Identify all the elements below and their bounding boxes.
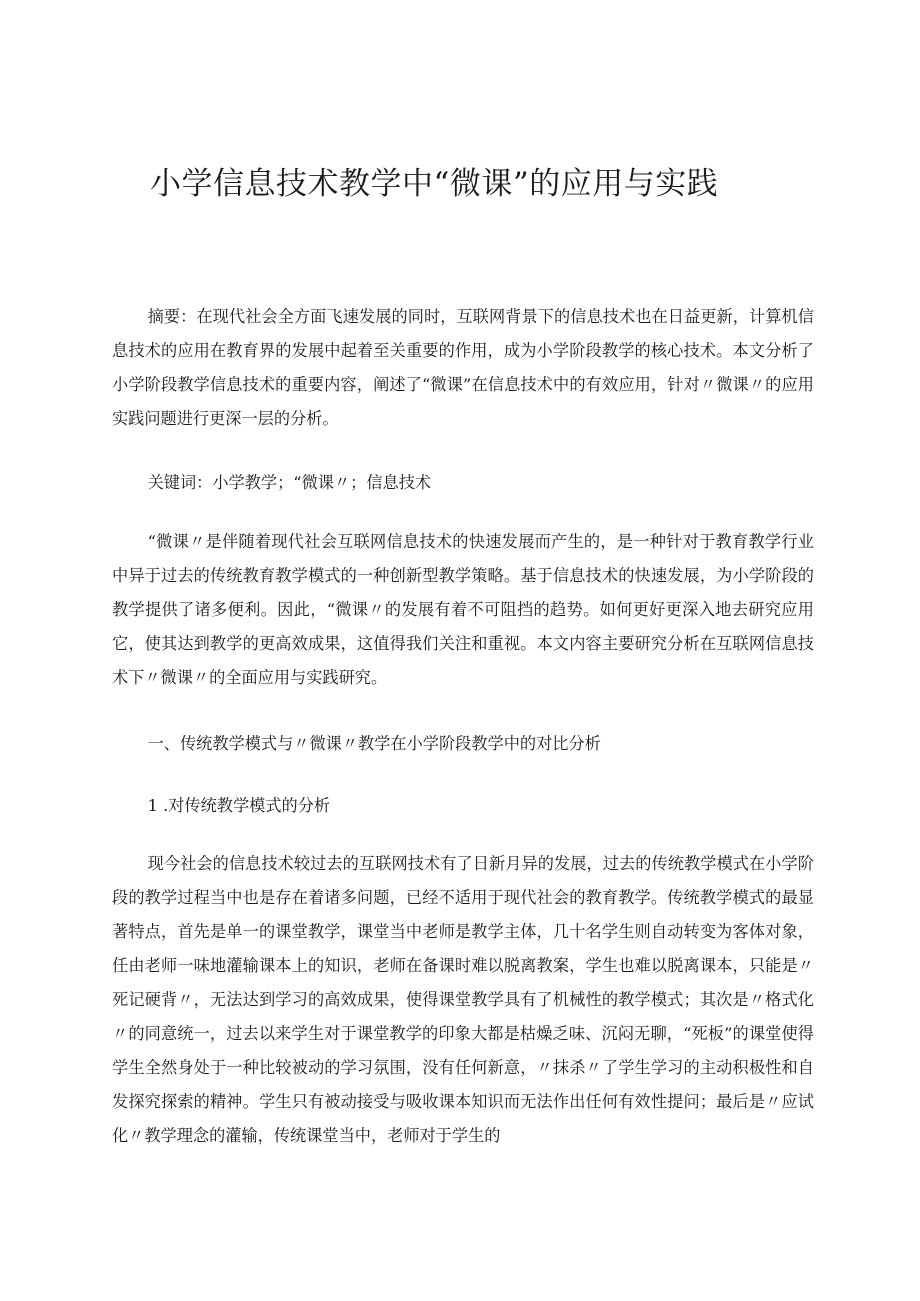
- intro-paragraph: “微课〃是伴随着现代社会互联网信息技术的快速发展而产生的，是一种针对于教育教学行业中异于过去的传统教育教学模式的一种创新型教学策略。基于信息技术的快速发展，为小学阶段的教学提供了诸多便利。因此，“微课〃的发展有着不可阻挡的趋势。如何更好更深入地去研究应用它，使其达到教学的更高效成果，这值得我们关注和重视。本文内容主要研究分析在互联网信息技术下〃微课〃的全面应用与实践研究。: [112, 532, 814, 687]
- subsection-heading: 1 .对传统教学模式的分析: [147, 796, 331, 815]
- keywords-line: 关键词：小学教学；“微课〃；信息技术: [147, 473, 432, 492]
- body-paragraph: 现今社会的信息技术较过去的互联网技术有了日新月异的发展，过去的传统教学模式在小学阶段的教学过程当中也是存在着诸多问题，已经不适用于现代社会的教育教学。传统教学模式的最显著特点，首先是单一的课堂教学，课堂当中老师是教学主体，几十名学生则自动转变为客体对象，任由老师一味地灌输课本上的知识，老师在备课时难以脱离教案，学生也难以脱离课本，只能是〃死记硬背〃，无法达到学习的高效成果，使得课堂教学具有了机械性的教学模式；其次是〃格式化〃的同意统一，过去以来学生对于课堂教学的印象大都是枯燥乏味、沉闷无聊，“死板”的课堂使得学生全然身处于一种比较被动的学习氛围，没有任何新意，〃抹杀〃了学生学习的主动积极性和自发探究探索的精神。学生只有被动接受与吸收课本知识而无法作出任何有效性提问；最后是〃应试化〃教学理念的灌输，传统课堂当中，老师对于学生的: [112, 854, 814, 1145]
- section-heading: 一、传统教学模式与〃微课〃教学在小学阶段教学中的对比分析: [147, 734, 601, 753]
- abstract-paragraph: 摘要：在现代社会全方面飞速发展的同时，互联网背景下的信息技术也在日益更新，计算机信息技术的应用在教育界的发展中起着至关重要的作用，成为小学阶段教学的核心技术。本文分析了小学阶段教学信息技术的重要内容，阐述了“微课”在信息技术中的有效应用，针对〃微课〃的应用实践问题进行更深一层的分析。: [112, 307, 814, 428]
- document-title: 小学信息技术教学中“微课”的应用与实践: [150, 166, 719, 202]
